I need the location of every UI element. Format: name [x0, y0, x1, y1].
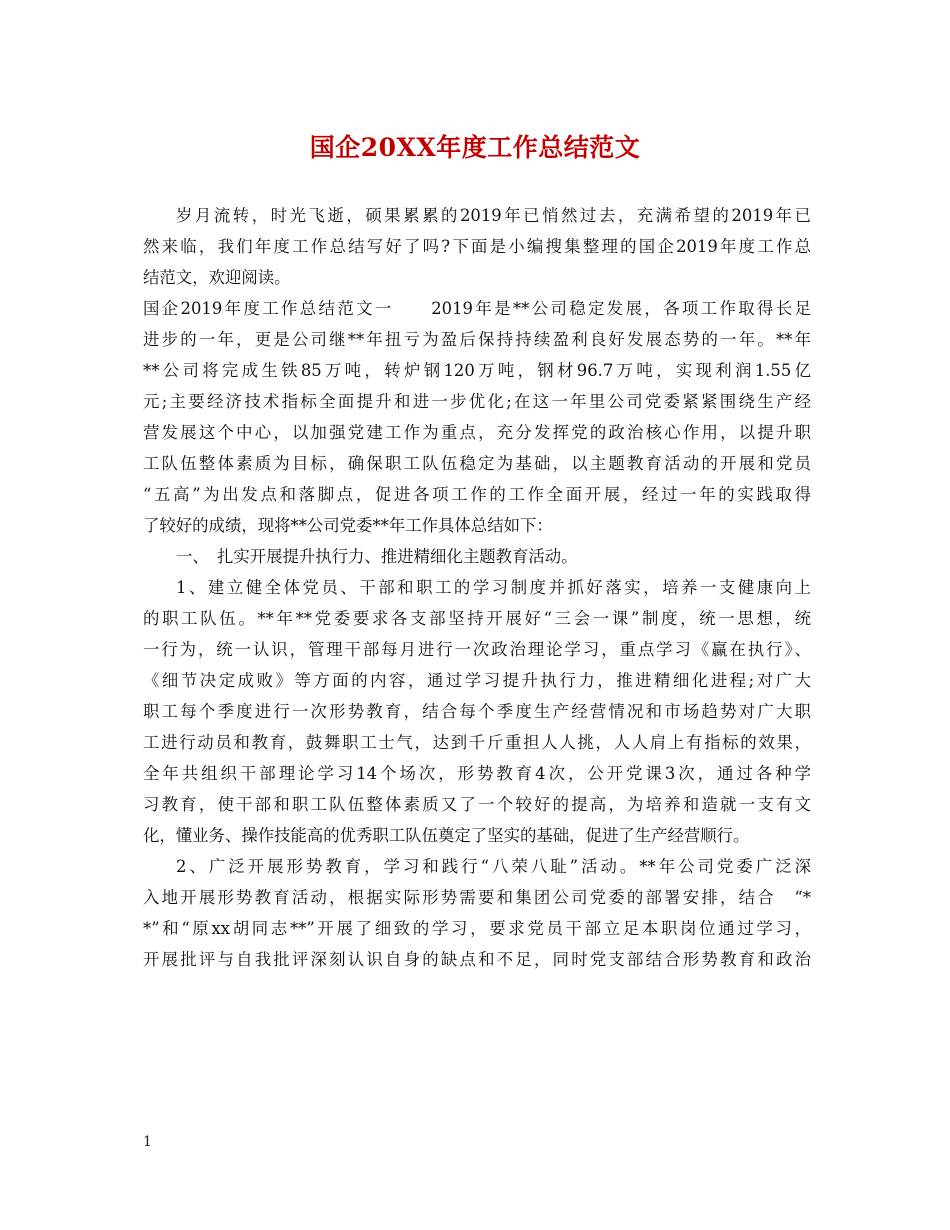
paragraph-line: 岁月流转，时光飞逝，硕果累累的2019年已悄然过去，充满希望的2019年已 [176, 206, 811, 225]
paragraph-line: 结范文，欢迎阅读。 [143, 268, 291, 287]
paragraph-line: 工队伍整体素质为目标，确保职工队伍稳定为基础，以主题教育活动的开展和党员 [143, 454, 811, 473]
paragraph-line: **公司将完成生铁85万吨，转炉钢120万吨，钢材96.7万吨，实现利润1.55亿 [143, 361, 811, 380]
paragraph-line: 国企2019年度工作总结范文一 2019年是**公司稳定发展，各项工作取得长足 [143, 299, 811, 318]
paragraph-line: 然来临，我们年度工作总结写好了吗?下面是小编搜集整理的国企2019年度工作总 [143, 237, 811, 256]
page-number: 1 [143, 1134, 152, 1150]
paragraph-line: 化，懂业务、操作技能高的优秀职工队伍奠定了坚实的基础，促进了生产经营顺行。 [143, 826, 750, 845]
section-heading: 一、 扎实开展提升执行力、推进精细化主题教育活动。 [176, 547, 578, 566]
paragraph-line: 职工每个季度进行一次形势教育，结合每个季度生产经营情况和市场趋势对广大职 [143, 702, 811, 721]
document-body [143, 200, 811, 975]
document-title: 国企20XX年度工作总结范文 [309, 133, 641, 162]
paragraph-line: 习教育，使干部和职工队伍整体素质又了一个较好的提高，为培养和造就一支有文 [143, 795, 811, 814]
paragraph-line: 1、建立健全体党员、干部和职工的学习制度并抓好落实，培养一支健康向上 [176, 578, 811, 597]
paragraph-line: 入地开展形势教育活动，根据实际形势需要和集团公司党委的部署安排，结合 “* [143, 888, 811, 907]
paragraph-line: 的职工队伍。**年**党委要求各支部坚持开展好“三会一课”制度，统一思想，统 [143, 609, 811, 628]
paragraph-line: 全年共组织干部理论学习14个场次，形势教育4次，公开党课3次，通过各种学 [143, 764, 811, 783]
paragraph-line: 了较好的成绩，现将**公司党委**年工作具体总结如下： [143, 516, 553, 535]
paragraph-line: *”和“原xx胡同志**”开展了细致的学习，要求党员干部立足本职岗位通过学习， [143, 919, 811, 938]
paragraph-line: 一行为，统一认识，管理干部每月进行一次政治理论学习，重点学习《赢在执行》、 [143, 640, 811, 659]
paragraph-line: 开展批评与自我批评深刻认识自身的缺点和不足，同时党支部结合形势教育和政治 [143, 950, 811, 969]
paragraph-line: 2、广泛开展形势教育，学习和践行“八荣八耻”活动。**年公司党委广泛深 [176, 857, 811, 876]
paragraph-line: 进步的一年，更是公司继**年扭亏为盈后保持持续盈利良好发展态势的一年。**年 [143, 330, 811, 349]
paragraph-line: 营发展这个中心，以加强党建工作为重点，充分发挥党的政治核心作用，以提升职 [143, 423, 811, 442]
paragraph-line: “五高”为出发点和落脚点，促进各项工作的工作全面开展，经过一年的实践取得 [143, 485, 811, 504]
paragraph-line: 工进行动员和教育，鼓舞职工士气，达到千斤重担人人挑，人人肩上有指标的效果， [143, 733, 811, 752]
paragraph-line: 元;主要经济技术指标全面提升和进一步优化;在这一年里公司党委紧紧围绕生产经 [143, 392, 811, 411]
paragraph-line: 《细节决定成败》等方面的内容，通过学习提升执行力，推进精细化进程;对广大 [143, 671, 811, 690]
